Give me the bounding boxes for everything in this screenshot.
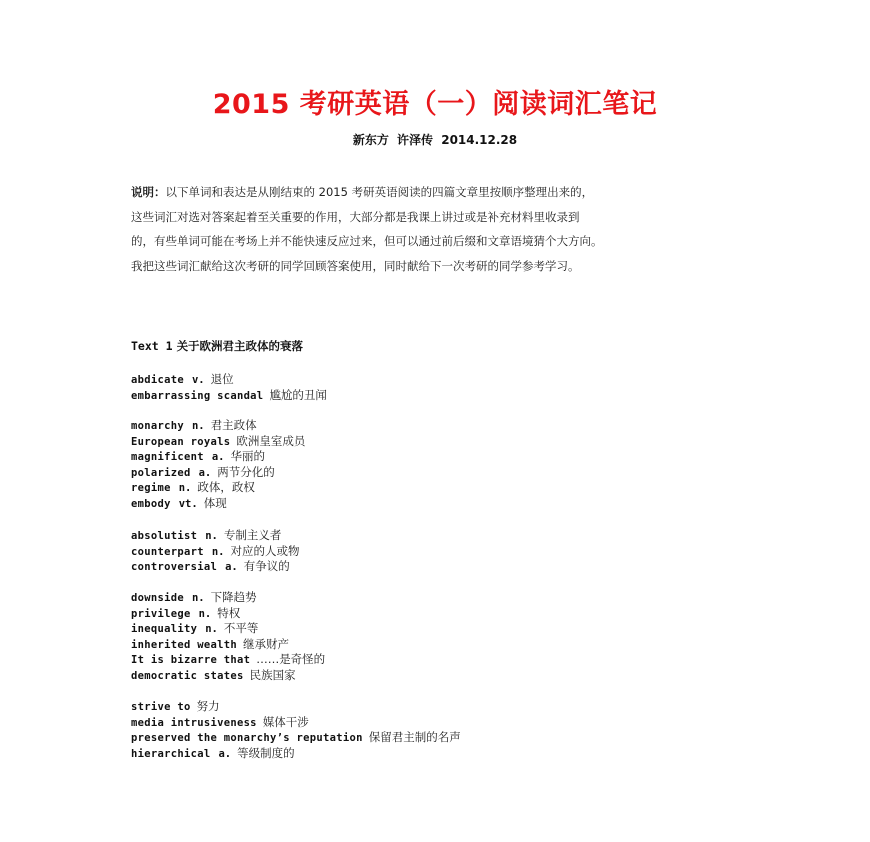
- vocab-entry: [131, 606, 731, 622]
- vocab-term: European royals: [131, 435, 231, 448]
- intro-line: 我把这些词汇献给这次考研的同学回顾答案使用，同时献给下一次考研的同学参考学习。: [131, 258, 580, 273]
- vocab-pos: a.: [198, 466, 212, 479]
- vocab-entry: [131, 668, 731, 684]
- vocab-term: hierarchical: [131, 747, 211, 760]
- vocab-pos: n.: [205, 530, 218, 542]
- vocab-group: [131, 590, 731, 683]
- vocab-entry: [131, 372, 731, 388]
- vocab-term: strive to: [131, 701, 191, 713]
- vocab-group: [131, 372, 731, 403]
- vocab-entry: [131, 418, 731, 434]
- vocab-meaning: 专制主义者: [223, 528, 282, 542]
- vocab-entry: [131, 388, 731, 404]
- vocab-group: [131, 528, 731, 575]
- vocab-entry: [131, 480, 731, 496]
- vocab-meaning: 对应的人或物: [230, 543, 300, 558]
- vocab-entry: [131, 699, 731, 715]
- intro-paragraph: [131, 180, 751, 278]
- vocab-group: [131, 418, 731, 511]
- vocab-entry: [131, 746, 731, 762]
- vocab-pos: a.: [218, 747, 232, 760]
- vocab-meaning: 特权: [217, 605, 241, 620]
- vocab-term: polarized: [131, 466, 191, 479]
- intro-line-text: 以下单词和表达是从刚结束的 2015 考研英语阅读的四篇文章里按顺序整理出来的，: [165, 185, 594, 199]
- vocab-term: magnificent: [131, 451, 204, 463]
- intro-lead: 说明：: [131, 185, 166, 199]
- vocab-pos: vt.: [178, 497, 198, 510]
- vocab-pos: n.: [198, 607, 212, 620]
- vocab-meaning: 不平等: [223, 621, 259, 635]
- vocab-entry: [131, 449, 731, 465]
- vocab-meaning: 努力: [196, 699, 220, 713]
- vocab-meaning: 媒体干涉: [262, 714, 309, 729]
- section-label-cn: 关于欧洲君主政体的衰落: [176, 339, 304, 353]
- vocab-entry: [131, 730, 731, 746]
- vocab-term: counterpart: [131, 545, 204, 558]
- vocab-pos: n.: [211, 545, 225, 558]
- vocab-pos: n.: [191, 592, 205, 604]
- vocab-meaning: 华丽的: [230, 449, 265, 463]
- intro-line: [131, 180, 751, 205]
- vocab-term: embarrassing scandal: [131, 389, 264, 402]
- vocab-entry: [131, 637, 731, 653]
- vocab-meaning: 体现: [203, 495, 227, 510]
- vocab-pos: v.: [191, 374, 205, 386]
- vocab-term: controversial: [131, 561, 218, 573]
- vocab-term: media intrusiveness: [131, 716, 257, 729]
- vocab-entry: [131, 621, 731, 637]
- vocab-term: inequality: [131, 623, 198, 635]
- vocab-term: inherited wealth: [131, 638, 237, 651]
- vocab-pos: a.: [211, 451, 225, 463]
- vocab-term: embody: [131, 497, 171, 510]
- vocab-term: It is bizarre that: [131, 654, 251, 666]
- section-label-en: Text 1: [131, 339, 173, 353]
- intro-line: 这些词汇对选对答案起着至关重要的作用，大部分都是我课上讲过或是补充材料里收录到: [131, 209, 580, 224]
- vocab-entry: [131, 528, 731, 544]
- vocab-term: absolutist: [131, 530, 198, 542]
- vocab-term: regime: [131, 482, 171, 494]
- vocab-group: [131, 699, 731, 761]
- vocab-meaning: 退位: [210, 372, 234, 386]
- vocab-entry: [131, 496, 731, 512]
- document-title: 2015 考研英语（一）阅读词汇笔记: [212, 89, 658, 120]
- vocab-pos: n.: [205, 623, 218, 635]
- vocab-meaning: 等级制度的: [237, 745, 295, 760]
- vocab-term: abdicate: [131, 374, 184, 386]
- section-heading: [131, 338, 303, 354]
- vocab-entry: [131, 715, 731, 731]
- vocab-pos: n.: [191, 420, 205, 432]
- vocab-entry: [131, 652, 731, 668]
- vocab-term: privilege: [131, 607, 191, 620]
- vocab-meaning: 保留君主制的名声: [368, 730, 461, 744]
- vocab-meaning: 两节分化的: [217, 464, 275, 479]
- vocab-term: democratic states: [131, 669, 244, 682]
- vocab-entry: [131, 434, 731, 450]
- vocab-entry: [131, 544, 731, 560]
- vocab-pos: n.: [178, 482, 192, 494]
- vocab-pos: a.: [225, 561, 238, 573]
- vocab-meaning: 继承财产: [242, 636, 289, 651]
- vocab-term: preserved the monarchy’s reputation: [131, 732, 363, 744]
- intro-line: 的，有些单词可能在考场上并不能快速反应过来，但可以通过前后缀和文章语境猜个大方向。: [131, 234, 603, 248]
- vocab-entry: [131, 559, 731, 575]
- vocab-meaning: 政体，政权: [197, 480, 255, 494]
- vocab-term: monarchy: [131, 420, 184, 432]
- author-date-line: 新东方 许泽传 2014.12.28: [352, 133, 518, 147]
- vocab-entry: [131, 465, 731, 481]
- vocab-meaning: 君主政体: [210, 418, 257, 432]
- vocab-meaning: 民族国家: [249, 667, 296, 682]
- vocab-meaning: 尴尬的丑闻: [269, 387, 327, 402]
- vocab-entry: [131, 590, 731, 606]
- vocab-term: downside: [131, 592, 184, 604]
- vocab-meaning: ……是奇怪的: [256, 652, 326, 666]
- vocab-meaning: 有争议的: [243, 559, 290, 573]
- vocab-meaning: 下降趋势: [210, 590, 257, 604]
- vocab-meaning: 欧洲皇室成员: [236, 433, 306, 448]
